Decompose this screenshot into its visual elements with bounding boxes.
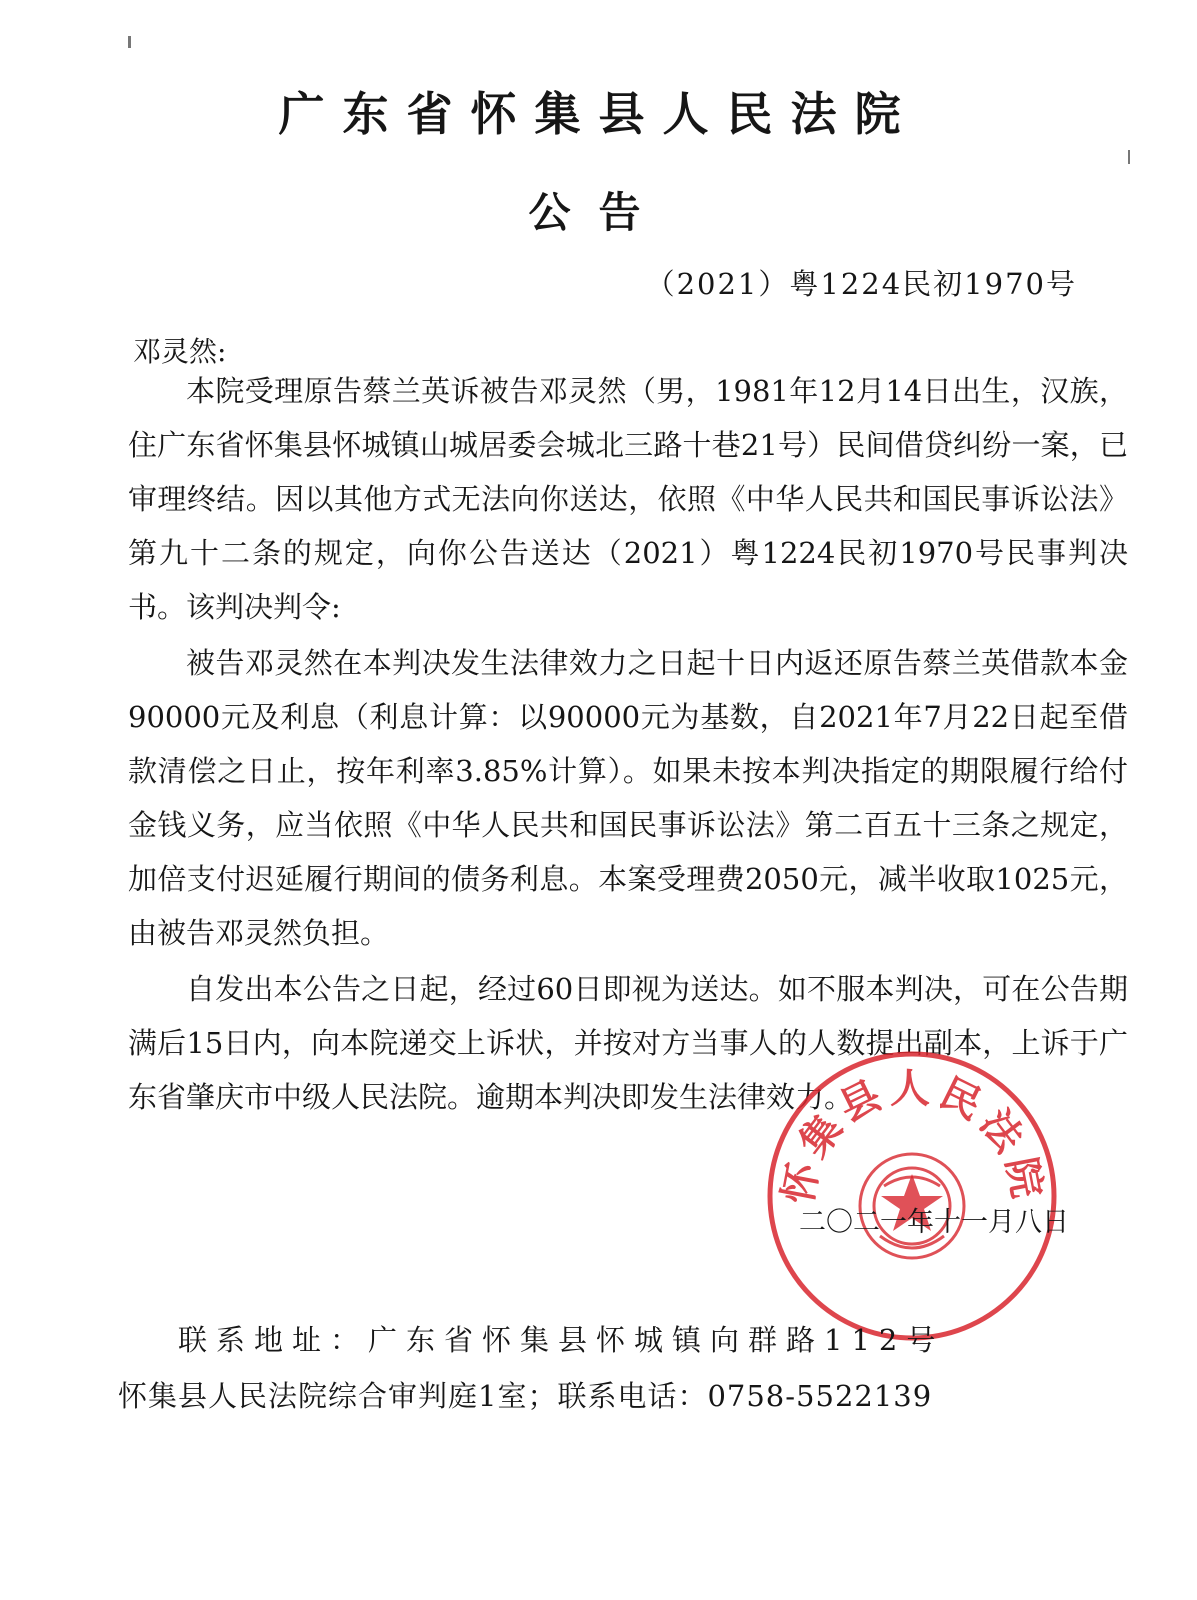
paragraph-case-summary: 本院受理原告蔡兰英诉被告邓灵然（男，1981年12月14日出生，汉族，住广东省怀集县怀城镇山城居委会城北三路十巷21号）民间借贷纠纷一案，已审理终结。因以其他方式无法向你送达，依照《中华人民共和国民事诉讼法》第九十二条的规定，向你公告送达（2021）粤1224民初1970号民事判决书。该判决判令:	[128, 374, 1128, 624]
addressee: 邓灵然:	[133, 335, 227, 368]
scan-mark	[1128, 150, 1130, 164]
document-type: 公告	[528, 188, 669, 237]
case-number: （2021）粤1224民初1970号	[645, 267, 1077, 301]
notice-body	[128, 364, 1128, 1126]
paragraph-service-notice: 自发出本公告之日起，经过60日即视为送达。如不服本判决，可在公告期满后15日内，向本院递交上诉状，并按对方当事人的人数提出副本，上诉于广东省肇庆市中级人民法院。逾期本判决即发生法律效力。	[128, 972, 1128, 1114]
court-name: 广东省怀集县人民法院	[278, 87, 919, 141]
paragraph-judgment: 被告邓灵然在本判决发生法律效力之日起十日内返还原告蔡兰英借款本金90000元及利息（利息计算：以90000元为基数，自2021年7月22日起至借款清偿之日止，按年利率3.85%计算）。如果未按本判决指定的期限履行给付金钱义务，应当依照《中华人民共和国民事诉讼法》第二百五十三条之规定，加倍支付迟延履行期间的债务利息。本案受理费2050元，减半收取1025元，由被告邓灵然负担。	[128, 646, 1128, 950]
contact-address: 联系地址：广东省怀集县怀城镇向群路112号	[178, 1323, 945, 1357]
contact-phone: 怀集县人民法院综合审判庭1室；联系电话：0758-5522139	[118, 1379, 933, 1413]
seal-text: 怀集县人民法院	[775, 1065, 1051, 1208]
issue-date: 二〇二一年十一月八日	[799, 1207, 1069, 1238]
scan-mark	[128, 36, 131, 48]
contact-info	[118, 1312, 1078, 1424]
court-seal-stamp	[762, 1046, 1062, 1346]
